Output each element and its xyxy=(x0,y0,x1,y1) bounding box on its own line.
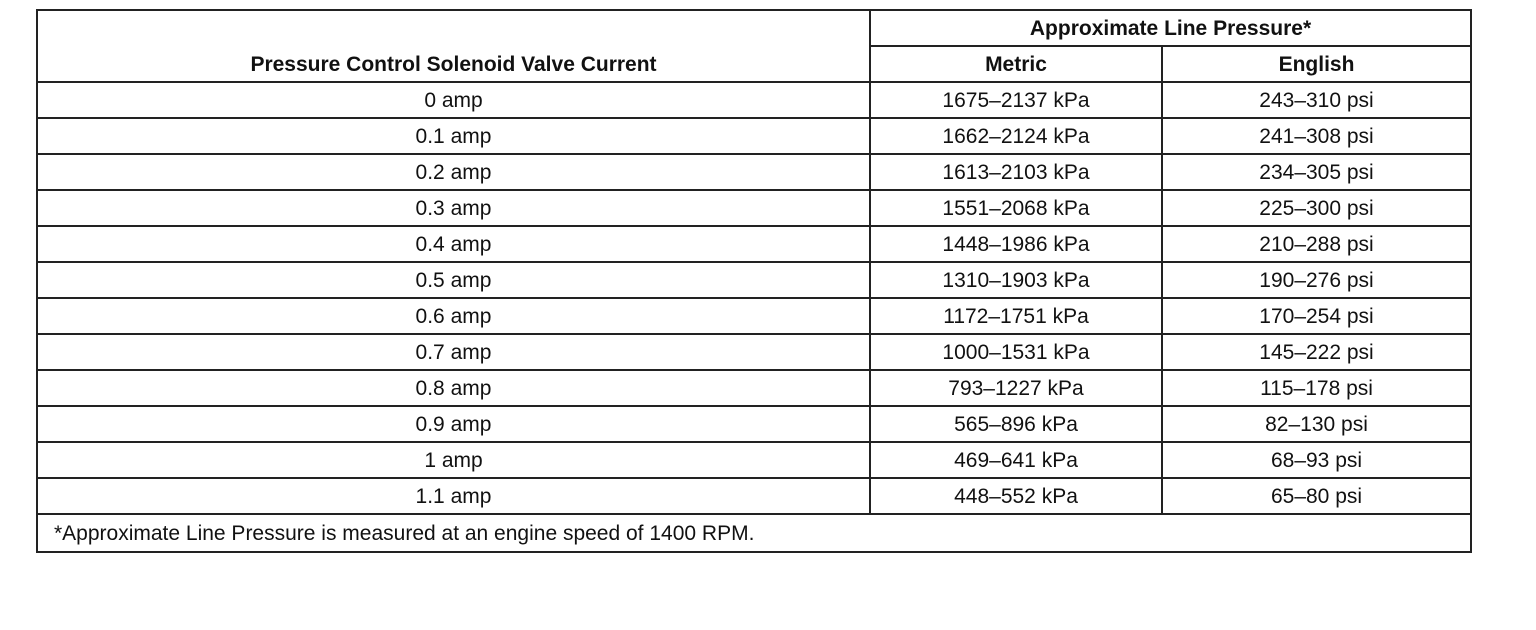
cell-english: 234–305 psi xyxy=(1162,154,1471,190)
footnote: *Approximate Line Pressure is measured at an engine speed of 1400 RPM. xyxy=(37,514,1471,552)
cell-metric: 1448–1986 kPa xyxy=(870,226,1162,262)
cell-current: 0.4 amp xyxy=(37,226,870,262)
cell-current: 0.2 amp xyxy=(37,154,870,190)
cell-metric: 1675–2137 kPa xyxy=(870,82,1162,118)
cell-english: 65–80 psi xyxy=(1162,478,1471,514)
table-row xyxy=(37,442,1471,478)
table-row xyxy=(37,262,1471,298)
cell-current: 0.9 amp xyxy=(37,406,870,442)
cell-metric: 1172–1751 kPa xyxy=(870,298,1162,334)
line-pressure-table xyxy=(36,9,1472,553)
cell-current: 1 amp xyxy=(37,442,870,478)
cell-english: 210–288 psi xyxy=(1162,226,1471,262)
cell-english: 145–222 psi xyxy=(1162,334,1471,370)
header-metric: Metric xyxy=(870,46,1162,82)
cell-metric: 793–1227 kPa xyxy=(870,370,1162,406)
table-row xyxy=(37,478,1471,514)
table-row xyxy=(37,298,1471,334)
cell-metric: 448–552 kPa xyxy=(870,478,1162,514)
cell-english: 225–300 psi xyxy=(1162,190,1471,226)
cell-metric: 469–641 kPa xyxy=(870,442,1162,478)
cell-metric: 1551–2068 kPa xyxy=(870,190,1162,226)
table-row xyxy=(37,118,1471,154)
table-row xyxy=(37,154,1471,190)
cell-current: 0.8 amp xyxy=(37,370,870,406)
cell-current: 0.1 amp xyxy=(37,118,870,154)
cell-metric: 1310–1903 kPa xyxy=(870,262,1162,298)
header-solenoid-current: Pressure Control Solenoid Valve Current xyxy=(37,10,870,82)
cell-current: 0.6 amp xyxy=(37,298,870,334)
header-english: English xyxy=(1162,46,1471,82)
cell-english: 243–310 psi xyxy=(1162,82,1471,118)
cell-metric: 1000–1531 kPa xyxy=(870,334,1162,370)
cell-english: 115–178 psi xyxy=(1162,370,1471,406)
cell-metric: 1613–2103 kPa xyxy=(870,154,1162,190)
footnote-row xyxy=(37,514,1471,552)
table-row xyxy=(37,334,1471,370)
cell-metric: 565–896 kPa xyxy=(870,406,1162,442)
cell-current: 0.5 amp xyxy=(37,262,870,298)
table-row xyxy=(37,226,1471,262)
table-row xyxy=(37,370,1471,406)
cell-english: 241–308 psi xyxy=(1162,118,1471,154)
table-row xyxy=(37,406,1471,442)
cell-english: 68–93 psi xyxy=(1162,442,1471,478)
cell-metric: 1662–2124 kPa xyxy=(870,118,1162,154)
table-row xyxy=(37,82,1471,118)
cell-current: 0.7 amp xyxy=(37,334,870,370)
cell-english: 190–276 psi xyxy=(1162,262,1471,298)
line-pressure-table-container xyxy=(36,9,1470,553)
table-row xyxy=(37,190,1471,226)
header-approx-line-pressure: Approximate Line Pressure* xyxy=(870,10,1471,46)
cell-english: 170–254 psi xyxy=(1162,298,1471,334)
cell-current: 0.3 amp xyxy=(37,190,870,226)
cell-current: 0 amp xyxy=(37,82,870,118)
cell-english: 82–130 psi xyxy=(1162,406,1471,442)
cell-current: 1.1 amp xyxy=(37,478,870,514)
